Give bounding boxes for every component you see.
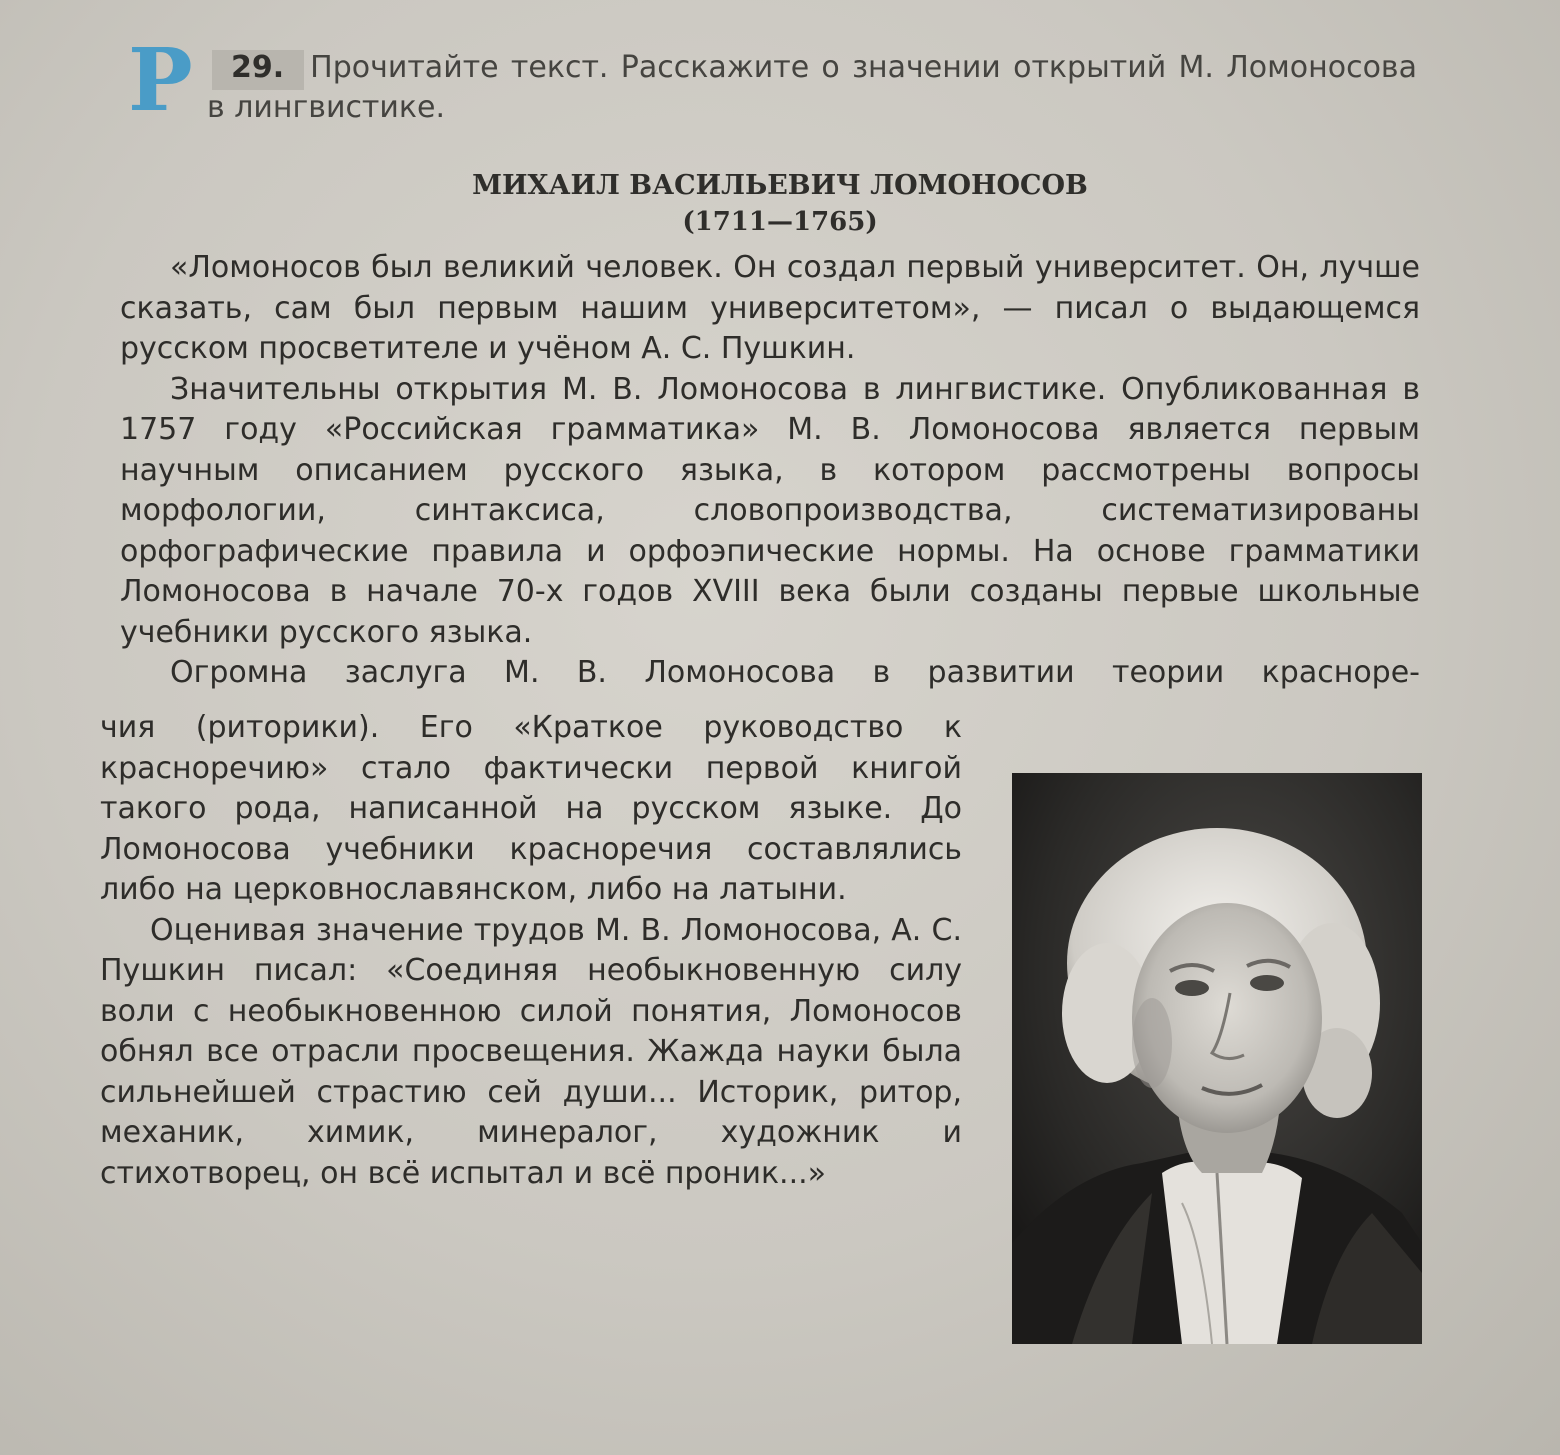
paragraph-3-continued: чия (риторики). Его «Краткое руководство к красноречию» стало фактически первой книгой такого рода, написанной на русском языке. До Ломоносова учебники красноречия составлялись либо на церковнославянском, либо на латыни. — [100, 710, 962, 907]
exercise-task — [207, 48, 1417, 128]
article-body-wide — [120, 248, 1420, 694]
exercise-number: 29. — [231, 50, 285, 85]
task-text: Прочитайте текст. Расскажите о значении открытий М. Ломоносова в лингвистике. — [207, 50, 1417, 125]
article-title: МИХАИЛ ВАСИЛЬЕВИЧ ЛОМОНОСОВ — [472, 170, 1088, 201]
lomonosov-portrait-image — [1012, 773, 1422, 1344]
article-body-narrow — [100, 708, 962, 1194]
paragraph-4: Оценивая значение трудов М. В. Ломоносова, А. С. Пушкин писал: «Соединяя необыкновенную силу воли с необыкновенною силой понятия, Ломоносов обнял все отрасли просвещения. Жажда науки была сильнейшей страстию сей души... Историк, ритор, механик, химик, минералог, художник и стихотворец, он всё испытал и всё проник...» — [100, 912, 962, 1191]
paragraph-3-first-line: Огромна заслуга М. В. Ломоносова в развитии теории красноре- — [170, 655, 1420, 690]
section-marker-letter: Р — [128, 30, 193, 131]
paragraph-2: Значительны открытия М. В. Ломоносова в лингвистике. Опубликованная в 1757 году «Российская грамматика» М. В. Ломоносова является первым научным описанием русского языка, в котором рассмотрены вопросы морфологии, синтаксиса, словопроизводства, систематизированы орфографические правила и орфоэпические нормы. На основе грамматики Ломоносова в начале 70-х годов XVIII века были созданы первые школьные учебники русского языка. — [120, 371, 1420, 650]
paragraph-1: «Ломоносов был великий человек. Он создал первый университет. Он, лучше сказать, сам был первым нашим университетом», — писал о выдающемся русском просветителе и учёном А. С. Пушкин. — [120, 250, 1420, 366]
article-years: (1711—1765) — [682, 207, 878, 237]
